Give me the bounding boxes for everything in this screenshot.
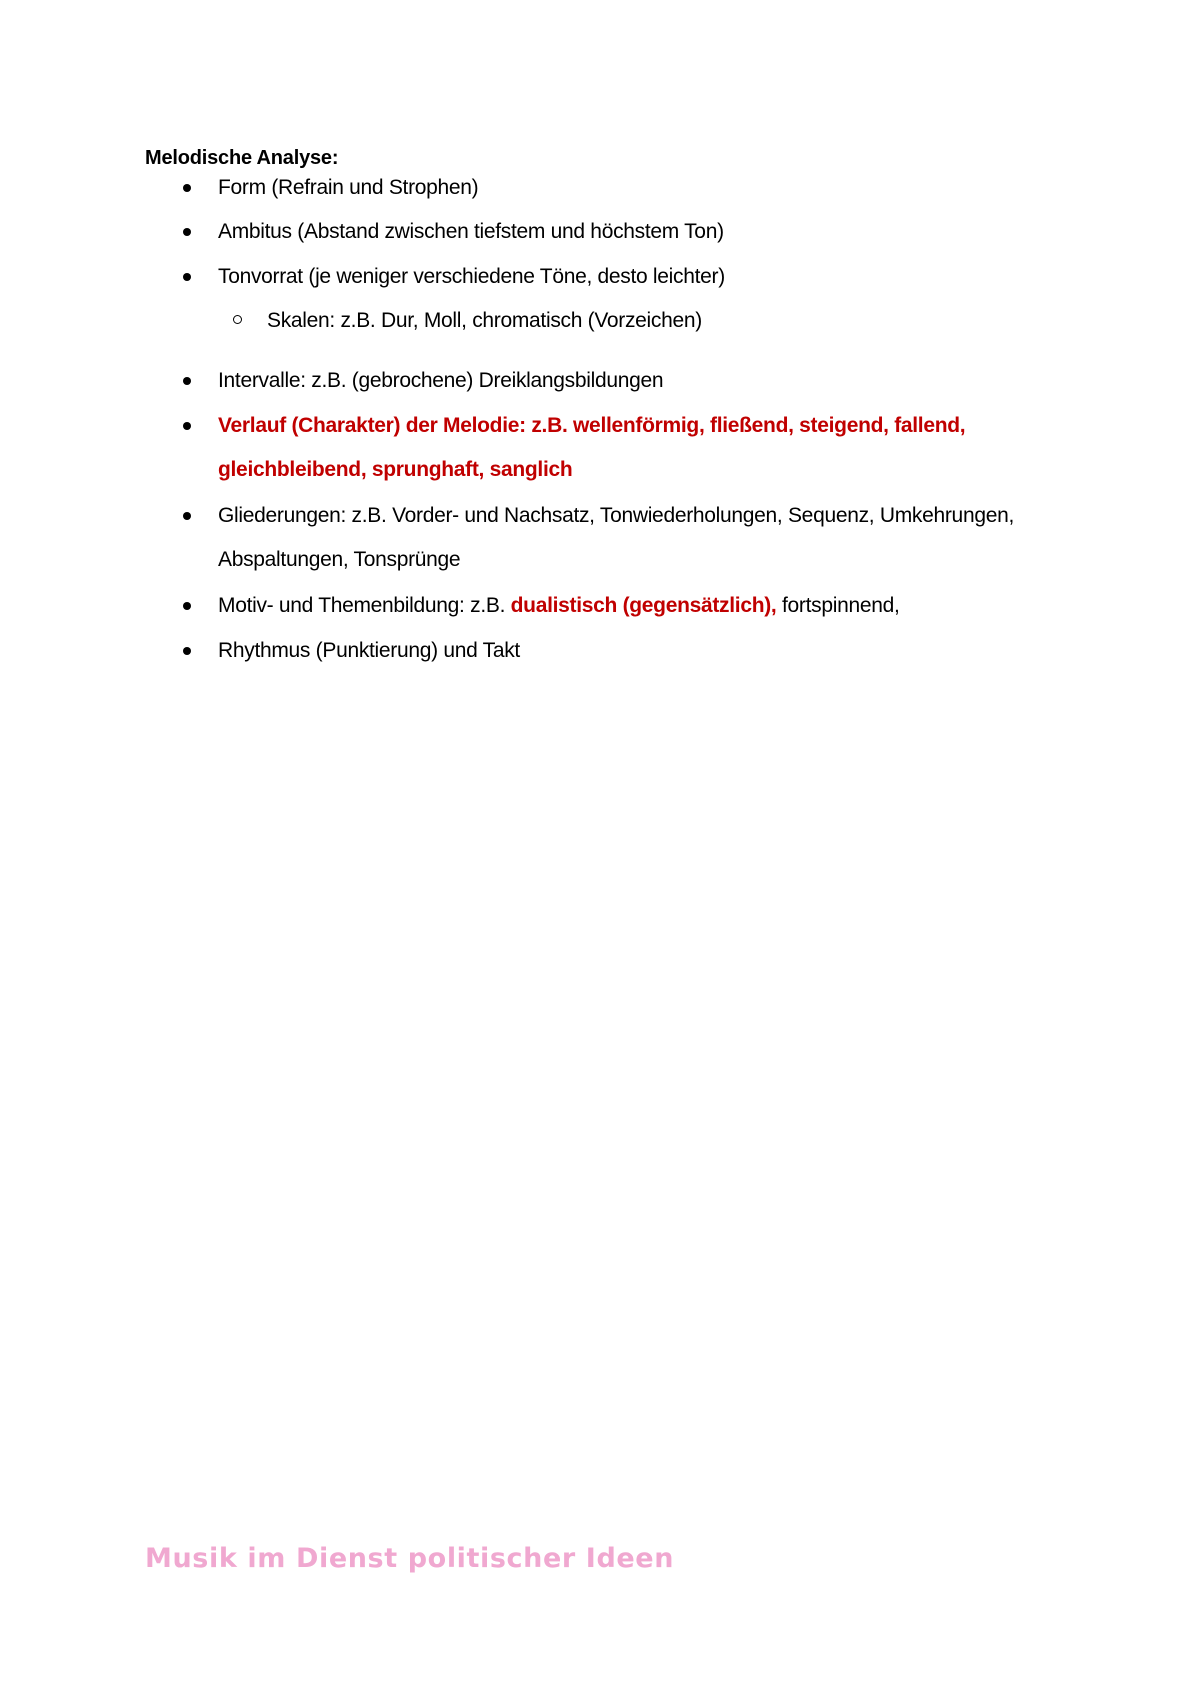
list-item-text xyxy=(218,584,1048,628)
list-item-suffix: fortspinnend, xyxy=(776,594,900,617)
list-item-text: Ambitus (Abstand zwischen tiefstem und höchstem Ton) xyxy=(218,220,724,243)
list-item-text: Gliederungen: z.B. Vorder- und Nachsatz, Tonwiederholungen, Sequenz, Umkehrungen, Abspaltungen, Tonsprünge xyxy=(218,504,1014,571)
bullet-icon xyxy=(183,647,191,655)
bullet-icon xyxy=(183,184,191,192)
list-item-prefix: Motiv- und Themenbildung: z.B. xyxy=(218,594,511,617)
footer-title: Musik im Dienst politischer Ideen xyxy=(145,1543,675,1574)
hollow-bullet-icon xyxy=(233,315,242,324)
list-item-text: Intervalle: z.B. (gebrochene) Dreiklangsbildungen xyxy=(218,369,664,392)
list-item-text: Rhythmus (Punktierung) und Takt xyxy=(218,639,520,662)
section-heading: Melodische Analyse: xyxy=(145,147,339,169)
list-item-text: Form (Refrain und Strophen) xyxy=(218,176,479,199)
list-item-text: Skalen: z.B. Dur, Moll, chromatisch (Vorzeichen) xyxy=(267,309,702,332)
bullet-icon xyxy=(183,512,191,520)
bullet-icon xyxy=(183,422,191,430)
list-item-text-highlighted: Verlauf (Charakter) der Melodie: z.B. wellenförmig, fließend, steigend, fallend, gleichbleibend, sprunghaft, sanglich xyxy=(218,414,966,481)
list-item-highlight: dualistisch (gegensätzlich), xyxy=(510,594,777,617)
bullet-icon xyxy=(183,602,191,610)
bullet-icon xyxy=(183,228,191,236)
bullet-icon xyxy=(183,273,191,281)
bullet-icon xyxy=(183,377,191,385)
list-item-text: Tonvorrat (je weniger verschiedene Töne, desto leichter) xyxy=(218,265,725,288)
